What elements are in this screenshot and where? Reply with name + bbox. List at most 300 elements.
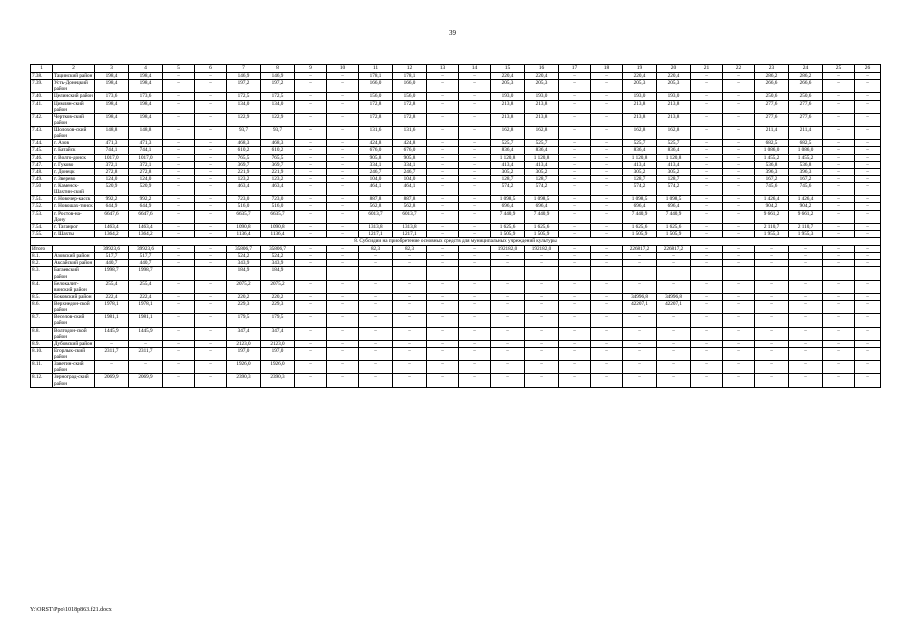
value-cell: – xyxy=(491,340,525,347)
value-cell: – xyxy=(591,80,623,93)
value-cell: – xyxy=(723,327,755,340)
value-cell: – xyxy=(163,301,195,314)
value-cell: 696,4 xyxy=(623,203,657,210)
value-cell: – xyxy=(427,347,459,360)
value-cell: – xyxy=(459,327,491,340)
value-cell: – xyxy=(393,293,427,300)
value-cell: 272,8 xyxy=(129,168,163,175)
value-cell: 516,0 xyxy=(227,203,261,210)
value-cell: – xyxy=(559,127,591,140)
row-number-cell: 7.42. xyxy=(31,113,53,126)
value-cell: 272,8 xyxy=(95,168,129,175)
value-cell: – xyxy=(657,374,691,387)
value-cell: 1998,7 xyxy=(95,267,129,280)
value-cell: – xyxy=(691,161,723,168)
value-cell: – xyxy=(327,314,359,327)
value-cell: – xyxy=(823,196,855,203)
value-cell: – xyxy=(327,293,359,300)
value-cell: – xyxy=(459,210,491,223)
column-number-cell: 7 xyxy=(227,65,261,73)
value-cell: – xyxy=(459,168,491,175)
value-cell: – xyxy=(591,293,623,300)
value-cell: – xyxy=(657,253,691,260)
table-row xyxy=(31,210,881,223)
value-cell: 9 661,2 xyxy=(755,210,789,223)
value-cell: – xyxy=(691,374,723,387)
value-cell xyxy=(195,267,227,280)
value-cell: – xyxy=(755,246,789,253)
municipality-name-cell xyxy=(53,246,95,253)
value-cell: 1 625,6 xyxy=(525,223,559,230)
value-cell: 192182,0 xyxy=(525,246,559,253)
value-cell: 2390,3 xyxy=(261,374,295,387)
value-cell: – xyxy=(559,154,591,161)
value-cell: 124,0 xyxy=(95,175,129,182)
value-cell: – xyxy=(823,293,855,300)
value-cell: – xyxy=(855,161,881,168)
value-cell xyxy=(623,267,657,280)
value-cell: 184,9 xyxy=(227,267,261,280)
value-cell: 34996,8 xyxy=(657,293,691,300)
value-cell: – xyxy=(359,253,393,260)
row-number-cell: 8.9. xyxy=(31,340,53,347)
value-cell: – xyxy=(755,280,789,293)
value-cell: – xyxy=(195,175,227,182)
value-cell: – xyxy=(823,93,855,100)
value-cell: – xyxy=(393,280,427,293)
value-cell: – xyxy=(691,168,723,175)
value-cell: – xyxy=(491,314,525,327)
value-cell: 246,7 xyxy=(393,168,427,175)
value-cell: – xyxy=(755,361,789,374)
value-cell: 198,4 xyxy=(129,100,163,113)
column-number-cell: 9 xyxy=(295,65,327,73)
value-cell xyxy=(559,267,591,280)
value-cell: 723,0 xyxy=(261,196,295,203)
value-cell: 1445,9 xyxy=(129,327,163,340)
row-number-cell: 7.55. xyxy=(31,230,53,237)
value-cell: 211,4 xyxy=(755,127,789,140)
value-cell: – xyxy=(691,175,723,182)
value-cell: 124,0 xyxy=(129,175,163,182)
value-cell: 213,8 xyxy=(525,113,559,126)
value-cell: – xyxy=(755,327,789,340)
value-cell xyxy=(657,267,691,280)
value-cell xyxy=(755,267,789,280)
value-cell xyxy=(393,267,427,280)
column-number-cell: 10 xyxy=(327,65,359,73)
value-cell: – xyxy=(327,196,359,203)
value-cell: 1017,0 xyxy=(95,154,129,161)
value-cell: – xyxy=(691,100,723,113)
municipality-name-cell: г. Азов xyxy=(53,140,95,147)
value-cell: – xyxy=(295,260,327,267)
value-cell: – xyxy=(691,203,723,210)
value-cell: 765,5 xyxy=(261,154,295,161)
column-number-cell: 25 xyxy=(823,65,855,73)
value-cell: – xyxy=(427,210,459,223)
value-cell: 131,6 xyxy=(359,127,393,140)
value-cell: – xyxy=(327,374,359,387)
value-cell: 2123,0 xyxy=(227,340,261,347)
value-cell: – xyxy=(823,223,855,230)
value-cell: – xyxy=(691,347,723,360)
value-cell: – xyxy=(855,223,881,230)
table-row xyxy=(31,347,881,360)
value-cell: – xyxy=(491,293,525,300)
value-cell: 220,4 xyxy=(657,73,691,80)
value-cell: – xyxy=(459,127,491,140)
value-cell: 7 440,9 xyxy=(491,210,525,223)
row-number-cell: 7.43. xyxy=(31,127,53,140)
value-cell: 305,2 xyxy=(525,168,559,175)
value-cell: – xyxy=(823,253,855,260)
value-cell: – xyxy=(195,340,227,347)
value-cell: – xyxy=(723,246,755,253)
value-cell: – xyxy=(855,260,881,267)
value-cell: – xyxy=(459,223,491,230)
value-cell: 166,0 xyxy=(359,80,393,93)
value-cell: – xyxy=(427,280,459,293)
value-cell: – xyxy=(723,301,755,314)
value-cell: – xyxy=(789,293,823,300)
value-cell: 1978,1 xyxy=(95,301,129,314)
municipality-name-cell: г. Каменск-Шахтин-ский xyxy=(53,183,95,196)
value-cell: 520,9 xyxy=(129,183,163,196)
value-cell: – xyxy=(295,246,327,253)
value-cell: – xyxy=(525,293,559,300)
value-cell: 1978,1 xyxy=(129,301,163,314)
value-cell: – xyxy=(855,93,881,100)
value-cell: – xyxy=(723,253,755,260)
value-cell: 146,9 xyxy=(261,73,295,80)
value-cell: – xyxy=(427,293,459,300)
value-cell: – xyxy=(327,253,359,260)
value-cell: – xyxy=(459,260,491,267)
municipality-name-cell: г. Шахты xyxy=(53,230,95,237)
value-cell: – xyxy=(691,113,723,126)
value-cell: 562,8 xyxy=(393,203,427,210)
table-row xyxy=(31,314,881,327)
value-cell: – xyxy=(789,260,823,267)
value-cell: 184,9 xyxy=(261,267,295,280)
value-cell: – xyxy=(295,175,327,182)
column-number-cell: 4 xyxy=(129,65,163,73)
value-cell: – xyxy=(855,147,881,154)
value-cell: – xyxy=(163,340,195,347)
value-cell: – xyxy=(591,183,623,196)
value-cell: 6013,7 xyxy=(393,210,427,223)
value-cell: 2069,9 xyxy=(95,374,129,387)
row-number-cell: 7.52. xyxy=(31,203,53,210)
value-cell: – xyxy=(491,374,525,387)
value-cell: 7 440,9 xyxy=(525,210,559,223)
value-cell: – xyxy=(723,230,755,237)
value-cell: – xyxy=(327,161,359,168)
municipality-name-cell: Тацинский район xyxy=(53,73,95,80)
value-cell: – xyxy=(295,161,327,168)
value-cell: – xyxy=(855,196,881,203)
value-cell: – xyxy=(623,253,657,260)
value-cell: 172,8 xyxy=(393,113,427,126)
value-cell: – xyxy=(163,246,195,253)
value-cell: – xyxy=(327,113,359,126)
value-cell: – xyxy=(855,183,881,196)
value-cell: 536,8 xyxy=(789,161,823,168)
value-cell: – xyxy=(195,293,227,300)
column-number-cell: 14 xyxy=(459,65,491,73)
value-cell: 2 110,7 xyxy=(789,223,823,230)
value-cell: – xyxy=(755,293,789,300)
value-cell: – xyxy=(823,161,855,168)
value-cell: – xyxy=(855,347,881,360)
value-cell: – xyxy=(427,314,459,327)
value-cell: – xyxy=(657,260,691,267)
column-number-cell: 2 xyxy=(53,65,95,73)
value-cell: – xyxy=(855,175,881,182)
value-cell xyxy=(823,267,855,280)
column-number-cell: 12 xyxy=(393,65,427,73)
value-cell: – xyxy=(359,314,393,327)
value-cell: – xyxy=(691,183,723,196)
value-cell: 198,4 xyxy=(129,80,163,93)
value-cell: – xyxy=(723,203,755,210)
value-cell: – xyxy=(855,113,881,126)
value-cell: – xyxy=(525,260,559,267)
value-cell: 128,7 xyxy=(657,175,691,182)
table-row xyxy=(31,327,881,340)
value-cell: – xyxy=(855,280,881,293)
row-number-cell: 7.51. xyxy=(31,196,53,203)
row-number-cell: 8.6. xyxy=(31,301,53,314)
value-cell: – xyxy=(559,203,591,210)
value-cell: 610,2 xyxy=(227,147,261,154)
municipality-name-cell: Зерноград-ский район xyxy=(53,374,95,387)
value-cell: – xyxy=(163,347,195,360)
value-cell: – xyxy=(623,327,657,340)
value-cell: 413,4 xyxy=(623,161,657,168)
value-cell: – xyxy=(559,183,591,196)
table-row xyxy=(31,246,881,253)
value-cell: 1 505,9 xyxy=(491,230,525,237)
municipality-name-cell: г. Таганрог xyxy=(53,223,95,230)
value-cell: – xyxy=(195,280,227,293)
value-cell: – xyxy=(623,347,657,360)
value-cell: 2 110,7 xyxy=(755,223,789,230)
value-cell: 205,3 xyxy=(491,80,525,93)
value-cell: 1 120,8 xyxy=(525,154,559,161)
value-cell: 134,0 xyxy=(261,100,295,113)
value-cell: 213,8 xyxy=(491,100,525,113)
value-cell: – xyxy=(295,374,327,387)
value-cell: – xyxy=(295,100,327,113)
value-cell: – xyxy=(427,361,459,374)
value-cell: – xyxy=(591,280,623,293)
row-number-cell: 7.53. xyxy=(31,210,53,223)
value-cell: – xyxy=(427,113,459,126)
value-cell: – xyxy=(427,161,459,168)
value-cell: – xyxy=(459,93,491,100)
value-cell: 1 098,5 xyxy=(491,196,525,203)
column-number-cell: 23 xyxy=(755,65,789,73)
value-cell: – xyxy=(195,301,227,314)
value-cell: – xyxy=(823,100,855,113)
value-cell: 166,0 xyxy=(393,80,427,93)
value-cell: – xyxy=(459,147,491,154)
value-cell: 277,6 xyxy=(755,113,789,126)
value-cell: 42207,1 xyxy=(657,301,691,314)
value-cell: 1463,4 xyxy=(95,223,129,230)
value-cell: – xyxy=(295,253,327,260)
value-cell: 2069,9 xyxy=(129,374,163,387)
value-cell: 1090,8 xyxy=(227,223,261,230)
value-cell: – xyxy=(591,161,623,168)
value-cell: 172,5 xyxy=(261,93,295,100)
value-cell: – xyxy=(459,374,491,387)
table-row xyxy=(31,140,881,147)
value-cell: – xyxy=(691,223,723,230)
municipality-name-cell: Аксайский район xyxy=(53,260,95,267)
value-cell: – xyxy=(691,253,723,260)
value-cell: 146,9 xyxy=(227,73,261,80)
value-cell: – xyxy=(723,168,755,175)
value-cell: – xyxy=(195,203,227,210)
value-cell: 167,2 xyxy=(755,175,789,182)
row-number-cell: 8.7. xyxy=(31,314,53,327)
value-cell: – xyxy=(789,340,823,347)
value-cell: 128,7 xyxy=(491,175,525,182)
value-cell: – xyxy=(163,374,195,387)
value-cell: – xyxy=(823,113,855,126)
value-cell: – xyxy=(823,260,855,267)
value-cell: – xyxy=(295,223,327,230)
value-cell: 162,8 xyxy=(525,127,559,140)
value-cell: – xyxy=(491,280,525,293)
value-cell: – xyxy=(723,73,755,80)
value-cell: – xyxy=(393,260,427,267)
value-cell: 524,2 xyxy=(261,253,295,260)
value-cell: 992,2 xyxy=(129,196,163,203)
value-cell: 246,7 xyxy=(359,168,393,175)
value-cell: – xyxy=(327,347,359,360)
value-cell: – xyxy=(525,280,559,293)
value-cell xyxy=(359,267,393,280)
value-cell: 1463,4 xyxy=(129,223,163,230)
value-cell: 744,1 xyxy=(95,147,129,154)
value-cell: – xyxy=(657,340,691,347)
value-cell: 1 455,2 xyxy=(789,154,823,161)
value-cell: 162,8 xyxy=(657,127,691,140)
value-cell: – xyxy=(823,203,855,210)
value-cell: 172,8 xyxy=(359,113,393,126)
value-cell: 104,0 xyxy=(393,175,427,182)
value-cell: 1 955,3 xyxy=(755,230,789,237)
value-cell: – xyxy=(295,147,327,154)
value-cell: – xyxy=(855,127,881,140)
column-number-cell: 20 xyxy=(657,65,691,73)
value-cell: – xyxy=(195,140,227,147)
value-cell: – xyxy=(427,140,459,147)
value-cell: – xyxy=(459,253,491,260)
value-cell: – xyxy=(195,73,227,80)
value-cell: – xyxy=(591,196,623,203)
value-cell: – xyxy=(195,127,227,140)
value-cell: – xyxy=(393,314,427,327)
municipality-name-cell: Усть-Донецкий район xyxy=(53,80,95,93)
value-cell: – xyxy=(459,246,491,253)
value-cell: 440,7 xyxy=(129,260,163,267)
value-cell: – xyxy=(459,161,491,168)
value-cell: – xyxy=(691,147,723,154)
value-cell: – xyxy=(295,80,327,93)
value-cell: – xyxy=(295,196,327,203)
value-cell: 193,0 xyxy=(623,93,657,100)
value-cell: 1 426,4 xyxy=(789,196,823,203)
column-number-cell: 22 xyxy=(723,65,755,73)
value-cell: – xyxy=(359,361,393,374)
value-cell: 197,2 xyxy=(227,80,261,93)
table-row xyxy=(31,80,881,93)
value-cell: – xyxy=(855,293,881,300)
value-cell: – xyxy=(723,260,755,267)
value-cell: 104,0 xyxy=(359,175,393,182)
value-cell: 1981,1 xyxy=(129,314,163,327)
value-cell: – xyxy=(163,127,195,140)
value-cell: 266,6 xyxy=(755,80,789,93)
value-cell: 178,1 xyxy=(359,73,393,80)
value-cell: – xyxy=(459,196,491,203)
value-cell: 134,0 xyxy=(227,100,261,113)
value-cell: 343,9 xyxy=(227,260,261,267)
value-cell: – xyxy=(559,230,591,237)
value-cell: 213,8 xyxy=(491,113,525,126)
value-cell: – xyxy=(855,301,881,314)
value-cell: 1364,2 xyxy=(129,230,163,237)
value-cell: – xyxy=(691,93,723,100)
value-cell: 229,3 xyxy=(227,301,261,314)
table-row xyxy=(31,100,881,113)
value-cell: – xyxy=(623,314,657,327)
value-cell: – xyxy=(163,73,195,80)
value-cell: – xyxy=(691,140,723,147)
value-cell: – xyxy=(459,301,491,314)
value-cell: – xyxy=(427,260,459,267)
value-cell: – xyxy=(295,154,327,161)
value-cell: – xyxy=(723,183,755,196)
value-cell: 2311,7 xyxy=(129,347,163,360)
value-cell: – xyxy=(623,260,657,267)
value-cell: – xyxy=(691,210,723,223)
value-cell: – xyxy=(723,100,755,113)
value-cell: – xyxy=(723,314,755,327)
value-cell: – xyxy=(459,230,491,237)
value-cell: – xyxy=(691,314,723,327)
value-cell: 198,4 xyxy=(95,80,129,93)
value-cell: 1 120,8 xyxy=(491,154,525,161)
column-number-cell: 3 xyxy=(95,65,129,73)
value-cell: 6647,6 xyxy=(95,210,129,223)
value-cell: 1 086,0 xyxy=(755,147,789,154)
value-cell: 2075,2 xyxy=(261,280,295,293)
value-cell: 220,2 xyxy=(261,293,295,300)
value-cell: 1 426,4 xyxy=(755,196,789,203)
value-cell: – xyxy=(525,301,559,314)
value-cell: 179,5 xyxy=(227,314,261,327)
value-cell: – xyxy=(855,80,881,93)
value-cell: – xyxy=(559,210,591,223)
value-cell: – xyxy=(163,175,195,182)
value-cell: – xyxy=(459,175,491,182)
